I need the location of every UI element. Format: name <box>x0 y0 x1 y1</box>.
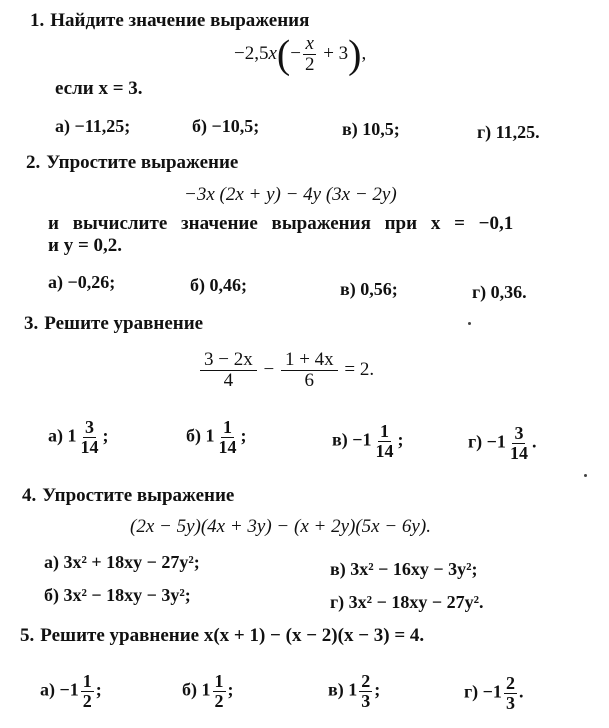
problem-2-title: Упростите выражение <box>46 152 239 173</box>
expr-fraction <box>303 34 317 75</box>
p3-option-b: б) 1 $\frac{1}{14}$ ; <box>186 417 247 457</box>
problem-3-equation <box>198 350 374 391</box>
eq-fraction-2 <box>281 350 338 391</box>
problem-2-number: 2. <box>26 152 41 173</box>
problem-1-title: Найдите значение выражения <box>50 10 310 31</box>
eq-fraction-1 <box>200 350 257 391</box>
problem-3-title: Решите уравнение <box>44 313 204 334</box>
expr-coef: −2,5 <box>234 42 269 64</box>
p5-option-d: г) −1 $\frac{2}{3}$ . <box>464 673 524 713</box>
problem-3-heading <box>24 313 203 335</box>
problem-2-expression: −3x (2x + y) − 4y (3x − 2y) <box>184 184 397 205</box>
eq-f1-den: 4 <box>223 369 234 391</box>
p1-option-b: б) −10,5; <box>192 116 260 136</box>
p3-option-c: в) −1 $\frac{1}{14}$ ; <box>332 421 404 461</box>
p1-option-a: а) −11,25; <box>55 116 131 136</box>
scan-speck <box>584 474 587 477</box>
expr-frac-num: x <box>305 33 314 54</box>
problem-5-title: Решите уравнение x(x + 1) − (x − 2)(x − 3) = 4. <box>40 625 425 646</box>
problem-1-number: 1. <box>30 10 45 31</box>
p4-option-c: в) 3x² − 16xy − 3y²; <box>330 559 478 579</box>
eq-minus: − <box>263 358 275 380</box>
expr-tail: + 3 <box>323 42 349 64</box>
problem-5-number: 5. <box>20 625 35 646</box>
p5-option-c: в) 1 $\frac{2}{3}$ ; <box>328 671 381 711</box>
p2-option-c: в) 0,56; <box>340 279 398 299</box>
eq-f1-num: 3 − 2x <box>200 350 257 371</box>
problem-2-text-line1: и вычислите значение выражения при x = −0,1 <box>48 213 514 234</box>
problem-1-heading <box>30 10 309 32</box>
problem-4-number: 4. <box>22 485 37 506</box>
p3-option-a: а) 1 $\frac{3}{14}$ ; <box>48 417 109 457</box>
problem-4-title: Упростите выражение <box>42 485 235 506</box>
eq-f2-den: 6 <box>304 369 315 391</box>
expr-comma: , <box>361 42 367 64</box>
p4-option-a: а) 3x² + 18xy − 27y²; <box>44 552 200 572</box>
expr-neg: − <box>290 42 301 64</box>
eq-rhs: = 2. <box>344 358 375 380</box>
problem-2-text-line2: и y = 0,2. <box>48 235 123 256</box>
p4-option-b: б) 3x² − 18xy − 3y²; <box>44 585 191 605</box>
p3-option-d: г) −1 $\frac{3}{14}$ . <box>468 423 537 463</box>
expr-frac-den: 2 <box>304 53 315 75</box>
eq-f2-num: 1 + 4x <box>281 350 338 371</box>
p5-option-a: а) −1 $\frac{1}{2}$ ; <box>40 671 102 711</box>
p2-option-a: а) −0,26; <box>48 272 116 292</box>
p4-option-d: г) 3x² − 18xy − 27y². <box>330 592 484 612</box>
problem-1-expression: −2,5x(− $\frac{x}{2}$ + 3), <box>234 31 367 77</box>
p5-option-b: б) 1 $\frac{1}{2}$ ; <box>182 671 234 711</box>
problem-3-number: 3. <box>24 313 39 334</box>
problem-4-heading <box>22 485 234 507</box>
problem-5-heading <box>20 625 424 647</box>
p1-option-c: в) 10,5; <box>342 119 400 139</box>
expr-var: x <box>268 42 277 64</box>
problem-1-condition: если x = 3. <box>55 78 143 99</box>
p1-option-d: г) 11,25. <box>477 122 540 142</box>
p2-option-d: г) 0,36. <box>472 282 527 302</box>
problem-4-expression: (2x − 5y)(4x + 3y) − (x + 2y)(5x − 6y). <box>130 516 431 537</box>
p2-option-b: б) 0,46; <box>190 275 247 295</box>
problem-2-heading <box>26 152 238 174</box>
scan-speck <box>468 322 471 325</box>
